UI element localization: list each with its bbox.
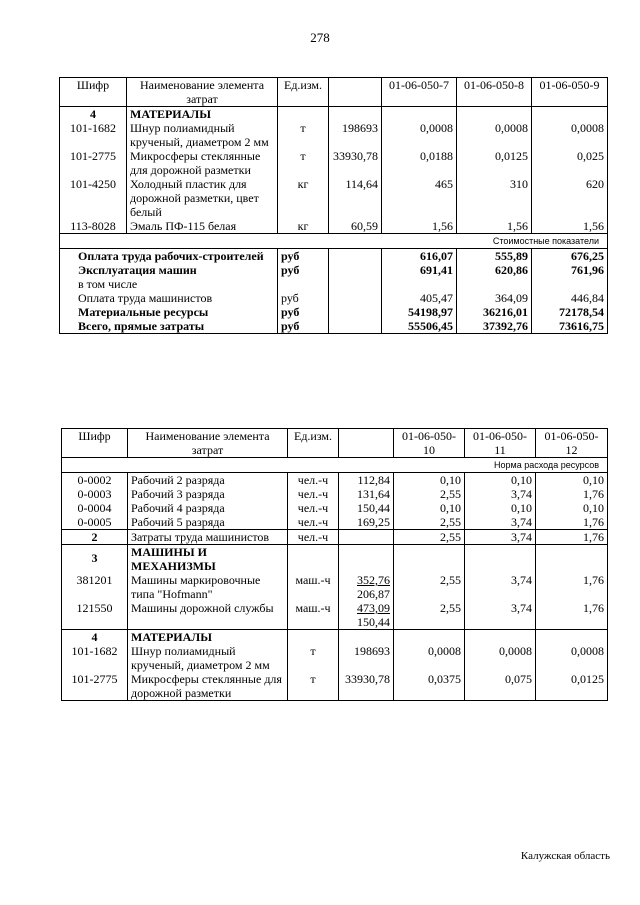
cost-label: Всего, прямые затраты <box>60 319 278 334</box>
unit-cell: т <box>278 149 329 177</box>
unit-cell: т <box>288 672 339 701</box>
value-cell: 0,10 <box>536 501 608 515</box>
resource-table-2 <box>61 428 608 701</box>
cost-label: Материальные ресурсы <box>60 305 278 319</box>
unit-cell: кг <box>278 177 329 219</box>
header-col-2: 01-06-050-8 <box>457 78 532 107</box>
value-cell: 3,74 <box>465 601 536 630</box>
code-cell: 101-4250 <box>60 177 127 219</box>
value-cell: 1,56 <box>457 219 532 234</box>
price-cell: 33930,78 <box>339 672 394 701</box>
cost-value: 36216,01 <box>457 305 532 319</box>
value-cell: 0,10 <box>465 501 536 515</box>
value-cell: 1,76 <box>536 487 608 501</box>
cost-subheader: Стоимостные показатели <box>60 234 608 249</box>
section-code: 3 <box>62 545 128 574</box>
cost-row-machines <box>60 263 608 277</box>
name-cell: Рабочий 2 разряда <box>128 473 288 488</box>
name-cell: Шнур полиамидный крученый, диаметром 2 мм <box>127 121 278 149</box>
value-cell: 0,0008 <box>382 121 457 149</box>
header-name: Наименование элемента затрат <box>127 78 278 107</box>
header-unit: Ед.изм. <box>278 78 329 107</box>
table-row <box>62 644 608 672</box>
value-cell: 0,0375 <box>394 672 465 701</box>
cost-label: Оплата труда рабочих-строителей <box>60 249 278 264</box>
header-col-3: 01-06-050-12 <box>536 429 608 458</box>
value-cell: 3,74 <box>465 573 536 601</box>
value-cell: 1,76 <box>536 530 608 545</box>
name-cell: Рабочий 4 разряда <box>128 501 288 515</box>
page-number: 278 <box>310 30 330 45</box>
unit-cell: чел.-ч <box>288 530 339 545</box>
code-cell: 2 <box>62 530 128 545</box>
unit-cell: чел.-ч <box>288 515 339 530</box>
code-cell: 113-8028 <box>60 219 127 234</box>
code-cell: 0-0003 <box>62 487 128 501</box>
machine-price: 473,09 <box>357 601 390 615</box>
value-cell: 2,55 <box>394 601 465 630</box>
name-cell: Рабочий 5 разряда <box>128 515 288 530</box>
cost-value: 364,09 <box>457 291 532 305</box>
price-cell: 114,64 <box>329 177 382 219</box>
cost-value: 37392,76 <box>457 319 532 334</box>
table-row <box>62 487 608 501</box>
value-cell: 0,10 <box>465 473 536 488</box>
cost-value: 54198,97 <box>382 305 457 319</box>
header-price <box>329 78 382 107</box>
value-cell: 0,10 <box>394 501 465 515</box>
cost-row-incl <box>60 277 608 291</box>
table-row <box>62 601 608 630</box>
cost-value: 676,25 <box>532 249 608 264</box>
value-cell: 0,0008 <box>536 644 608 672</box>
code-cell: 121550 <box>62 601 128 630</box>
section-code: 4 <box>62 630 128 645</box>
cost-label: Эксплуатация машин <box>60 263 278 277</box>
resource-table-1 <box>59 77 608 334</box>
name-cell: Холодный пластик для дорожной разметки, цвет белый <box>127 177 278 219</box>
cost-value: 55506,45 <box>382 319 457 334</box>
header-col-1: 01-06-050-10 <box>394 429 465 458</box>
section-title: МАТЕРИАЛЫ <box>127 107 278 122</box>
header-code: Шифр <box>62 429 128 458</box>
table-row <box>60 219 608 234</box>
table-header-row <box>62 429 608 458</box>
value-cell: 620 <box>532 177 608 219</box>
cost-row-operators <box>60 291 608 305</box>
cost-unit: руб <box>278 319 329 334</box>
name-cell: Микросферы стеклянные для дорожной разметки <box>127 149 278 177</box>
value-cell: 2,55 <box>394 573 465 601</box>
cost-value: 555,89 <box>457 249 532 264</box>
unit-cell: чел.-ч <box>288 501 339 515</box>
code-cell: 0-0004 <box>62 501 128 515</box>
value-cell: 0,10 <box>536 473 608 488</box>
name-cell: Затраты труда машинистов <box>128 530 288 545</box>
cost-row-total <box>60 319 608 334</box>
name-cell: Эмаль ПФ-115 белая <box>127 219 278 234</box>
value-cell: 1,56 <box>382 219 457 234</box>
section-row <box>60 107 608 122</box>
cost-unit: руб <box>278 263 329 277</box>
cost-label: в том числе <box>60 277 278 291</box>
subheader-row <box>62 458 608 473</box>
code-cell: 0-0005 <box>62 515 128 530</box>
value-cell: 0,0008 <box>532 121 608 149</box>
price-cell: 198693 <box>329 121 382 149</box>
header-unit: Ед.изм. <box>288 429 339 458</box>
value-cell: 2,55 <box>394 530 465 545</box>
price-cell: 150,44 <box>339 501 394 515</box>
value-cell: 310 <box>457 177 532 219</box>
code-cell: 101-2775 <box>62 672 128 701</box>
price-cell: 33930,78 <box>329 149 382 177</box>
price-cell: 198693 <box>339 644 394 672</box>
table-row <box>60 121 608 149</box>
table-row <box>60 177 608 219</box>
name-cell: Рабочий 3 разряда <box>128 487 288 501</box>
header-name: Наименование элемента затрат <box>128 429 288 458</box>
price-cell <box>339 601 394 630</box>
table-row <box>60 149 608 177</box>
section-code: 4 <box>60 107 127 122</box>
cost-label: Оплата труда машинистов <box>60 291 278 305</box>
unit-cell: маш.-ч <box>288 601 339 630</box>
value-cell: 3,74 <box>465 530 536 545</box>
section-row <box>62 630 608 645</box>
operator-price: 150,44 <box>357 615 390 629</box>
cost-value: 691,41 <box>382 263 457 277</box>
cost-value: 761,96 <box>532 263 608 277</box>
header-col-3: 01-06-050-9 <box>532 78 608 107</box>
unit-cell: маш.-ч <box>288 573 339 601</box>
cost-value: 72178,54 <box>532 305 608 319</box>
cost-unit: руб <box>278 291 329 305</box>
table-row <box>62 473 608 488</box>
value-cell: 1,56 <box>532 219 608 234</box>
unit-cell: кг <box>278 219 329 234</box>
region-footer: Калужская область <box>520 850 610 862</box>
name-cell: Машины маркировочные типа "Hofmann" <box>128 573 288 601</box>
value-cell: 0,0125 <box>536 672 608 701</box>
value-cell: 2,55 <box>394 515 465 530</box>
value-cell: 1,76 <box>536 573 608 601</box>
value-cell: 0,0008 <box>394 644 465 672</box>
value-cell: 0,0008 <box>465 644 536 672</box>
cost-unit: руб <box>278 305 329 319</box>
header-price <box>339 429 394 458</box>
value-cell: 1,76 <box>536 515 608 530</box>
cost-unit: руб <box>278 249 329 264</box>
code-cell: 381201 <box>62 573 128 601</box>
cost-row-labor <box>60 249 608 264</box>
code-cell: 101-2775 <box>60 149 127 177</box>
value-cell: 465 <box>382 177 457 219</box>
cost-value: 616,07 <box>382 249 457 264</box>
value-cell: 0,10 <box>394 473 465 488</box>
unit-cell: чел.-ч <box>288 473 339 488</box>
name-cell: Машины дорожной службы <box>128 601 288 630</box>
price-cell: 60,59 <box>329 219 382 234</box>
value-cell: 3,74 <box>465 515 536 530</box>
section-title: МАТЕРИАЛЫ <box>128 630 288 645</box>
header-col-1: 01-06-050-7 <box>382 78 457 107</box>
table-row <box>62 515 608 530</box>
table-row <box>62 573 608 601</box>
unit-cell: т <box>288 644 339 672</box>
price-cell: 169,25 <box>339 515 394 530</box>
value-cell: 3,74 <box>465 487 536 501</box>
machine-price: 352,76 <box>357 573 390 587</box>
operator-price: 206,87 <box>357 587 390 601</box>
table-header-row <box>60 78 608 107</box>
value-cell: 2,55 <box>394 487 465 501</box>
value-cell: 0,075 <box>465 672 536 701</box>
cost-value: 620,86 <box>457 263 532 277</box>
norm-subheader: Норма расхода ресурсов <box>62 458 608 473</box>
table-row <box>62 672 608 701</box>
code-cell: 101-1682 <box>60 121 127 149</box>
operators-row <box>62 530 608 545</box>
cost-value: 446,84 <box>532 291 608 305</box>
value-cell: 1,76 <box>536 601 608 630</box>
price-cell <box>339 573 394 601</box>
section-title: МАШИНЫ И МЕХАНИЗМЫ <box>128 545 288 574</box>
cost-value: 73616,75 <box>532 319 608 334</box>
unit-cell: чел.-ч <box>288 487 339 501</box>
header-col-2: 01-06-050-11 <box>465 429 536 458</box>
unit-cell: т <box>278 121 329 149</box>
name-cell: Шнур полиамидный крученый, диаметром 2 мм <box>128 644 288 672</box>
cost-row-material <box>60 305 608 319</box>
value-cell: 0,0188 <box>382 149 457 177</box>
header-code: Шифр <box>60 78 127 107</box>
name-cell: Микросферы стеклянные для дорожной разметки <box>128 672 288 701</box>
value-cell: 0,0008 <box>457 121 532 149</box>
section-row <box>62 545 608 574</box>
code-cell: 0-0002 <box>62 473 128 488</box>
code-cell: 101-1682 <box>62 644 128 672</box>
table-row <box>62 501 608 515</box>
value-cell: 0,0125 <box>457 149 532 177</box>
value-cell: 0,025 <box>532 149 608 177</box>
subheader-row <box>60 234 608 249</box>
price-cell: 112,84 <box>339 473 394 488</box>
cost-value: 405,47 <box>382 291 457 305</box>
price-cell: 131,64 <box>339 487 394 501</box>
